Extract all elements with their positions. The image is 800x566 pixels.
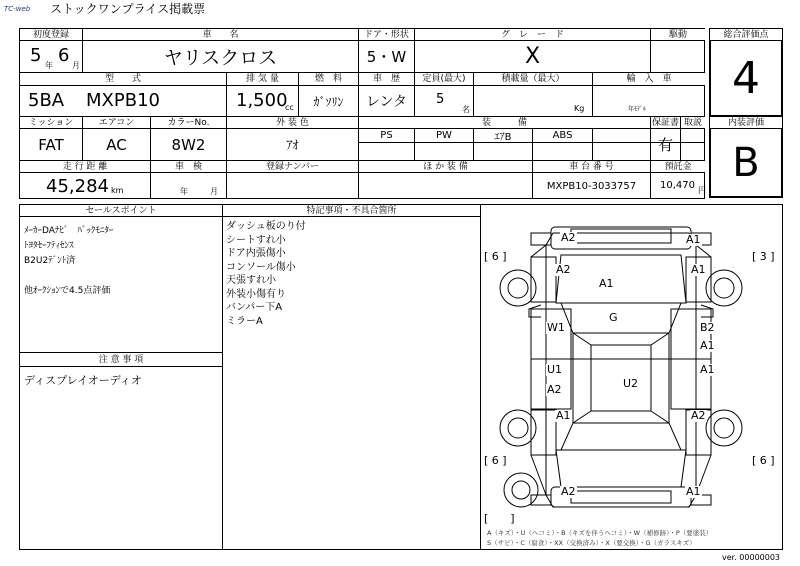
door-label: ドア・形状 [359,29,414,40]
manual-label: 取説 [681,117,705,128]
sales-line [24,269,113,284]
import-label: 輸 入 車 [593,73,705,85]
grade-label: グ レ ー ド [415,29,650,40]
overall-score: 4 [732,52,760,104]
first-reg-year: 5 [30,45,42,66]
mileage-label: 走 行 距 離 [20,161,150,172]
mark-rear-door-right: A1 [700,363,715,376]
front-right-score: [ 3 ] [752,250,775,263]
price-unit: 円 [698,186,706,195]
price: 10,470 [660,180,695,191]
note-line: 天張すれ小 [226,275,276,286]
bottom-score: [ ] [484,512,515,525]
notes-list [226,220,306,328]
note-line: コンソール傷小 [226,261,296,273]
first-reg-label: 初度登録 [20,29,82,40]
ext-color-label: 外 装 色 [227,117,358,128]
spare-tire-icon [504,473,538,507]
caution-label: 注 意 事 項 [20,353,222,366]
door-shape: 5・W [366,48,407,66]
equip-airbag: ｴｱB [494,132,512,143]
color-no-label: カラーNo. [151,117,226,128]
sales-line: ﾄﾖﾀｾｰﾌﾃｨｾﾝｽ [24,241,74,251]
inspection-label: 車 検 [151,161,226,172]
page-title: ストックワンプライス掲載票 [50,2,206,16]
color-no: 8W2 [171,135,206,154]
sales-line: ﾒｰｶｰDAﾅﾋﾞ ﾊﾞｯｸﾓﾆﾀｰ [24,226,114,236]
note-line: ミラーA [226,315,263,327]
interior-score-label: 内装評価 [710,117,782,128]
fuel: ｶﾞｿﾘﾝ [313,94,344,109]
note-line: ダッシュ板のり付 [226,221,306,232]
capacity: 5 [436,92,445,107]
first-reg-month: 6 [58,45,70,66]
mark-rear-bumper-right: A1 [686,485,701,498]
mark-fender-left: A2 [556,263,571,276]
mark-rear-door-left-1: U1 [547,363,563,376]
interior-score: B [732,140,760,186]
damage-legend [487,528,712,548]
hood [556,255,686,303]
rear-left-score: [ 6 ] [484,454,507,467]
displacement-unit: cc [285,103,294,112]
aircon: AC [106,135,127,154]
warranty-label: 保証書 [651,117,679,128]
mark-front-door-right-2: A1 [700,339,715,352]
plate-label: 登録ナンバー [227,161,358,172]
history-label: 車 歴 [359,73,414,85]
warranty: 有 [657,136,673,154]
car-diagram [481,205,782,525]
mark-quarter-left: A1 [556,409,571,422]
mission: FAT [38,135,64,154]
drive-label: 駆動 [651,29,705,40]
mark-rear-door-left-2: A2 [547,383,562,396]
aircon-label: エアコン [83,117,150,128]
mark-rear-bumper-left: A2 [561,485,576,498]
rear-right-score: [ 6 ] [752,454,775,467]
note-line: 外装小傷有り [226,288,286,300]
mark-fender-right: A1 [691,263,706,276]
chassis-number: MXPB10-3033757 [546,180,637,192]
mark-windshield: G [609,311,618,324]
inspection-year-unit: 年 [180,187,188,196]
note-line: シートすれ小 [226,234,286,246]
mark-hood: A1 [599,277,614,290]
load-label: 積載量（最大） [474,73,592,85]
other-equip-label: ほ か 装 備 [359,161,532,172]
note-line: ドア内張傷小 [226,248,286,259]
legend-line: A（キズ）・U（ヘコミ）・B（キズを伴うヘコミ）・W（補修跡）・P（要塗装） [487,529,713,537]
trunk [556,450,686,487]
drive [651,41,705,72]
logo: TC-web [4,5,31,13]
roof [573,333,669,423]
price-label: 預託金 [651,161,705,172]
capacity-unit: 名 [462,105,470,114]
front-left-score: [ 6 ] [484,250,507,263]
mark-front-bumper-right: A1 [686,233,701,246]
fuel-label: 燃 料 [299,73,358,85]
sales-point-label: セールスポイント [20,205,222,216]
car-name-label: 車 名 [83,29,358,40]
sales-line: 他ｵｰｸｼｮﾝで4.5点評価 [24,286,111,296]
first-reg-year-unit: 年 [45,61,53,70]
quarter-left [531,410,556,455]
equipment-label: 装 備 [359,117,650,128]
ext-color: ｱｵ [286,138,299,152]
mileage-unit: km [111,186,124,195]
chassis-label: 車 台 番 号 [533,161,650,172]
notes-label: 特記事項・不具合箇所 [223,205,480,216]
mark-front-door-left: W1 [547,321,565,334]
windshield [561,303,681,333]
overall-score-label: 総合評価点 [710,29,782,40]
sales-point-list [24,224,113,299]
displacement: 1,500 [236,90,288,111]
rear-window [561,423,681,450]
note-line: バンパー下A [226,302,283,313]
car-name: ヤリスクロス [163,47,278,69]
model-code: MXPB10 [86,90,160,111]
displacement-label: 排 気 量 [227,73,298,85]
model-label: 型 式 [20,73,226,85]
mark-quarter-right: A2 [691,409,706,422]
history: レンタ [365,94,408,110]
equip-ps: PS [380,130,393,141]
mission-label: ミッション [20,117,82,128]
first-reg-month-unit: 月 [72,61,80,70]
mark-front-door-right-1: B2 [700,321,715,334]
grade: X [524,44,541,69]
caution-line: ディスプレイオーディオ [24,374,142,387]
legend-line: S（サビ）・C（腐食）・XX（交換済み）・X（要交換）・G（ガラスキズ） [487,539,696,547]
load-unit: Kg [574,104,585,113]
sales-line: B2U2ﾃﾞﾝﾄ済 [24,256,76,266]
mark-front-bumper-left: A2 [561,231,576,244]
version: ver. 00000003 [722,553,781,562]
equip-pw: PW [436,130,452,141]
equip-abs: ABS [552,130,573,141]
headlight-left [531,233,551,245]
import-unit: 年ﾓﾃﾞﾙ [628,106,647,113]
inspection-month-unit: 月 [210,187,218,196]
mileage: 45,284 [46,176,109,197]
mark-roof: U2 [623,377,639,390]
capacity-label: 定員(最大) [415,73,473,85]
model-prefix: 5BA [28,90,65,111]
